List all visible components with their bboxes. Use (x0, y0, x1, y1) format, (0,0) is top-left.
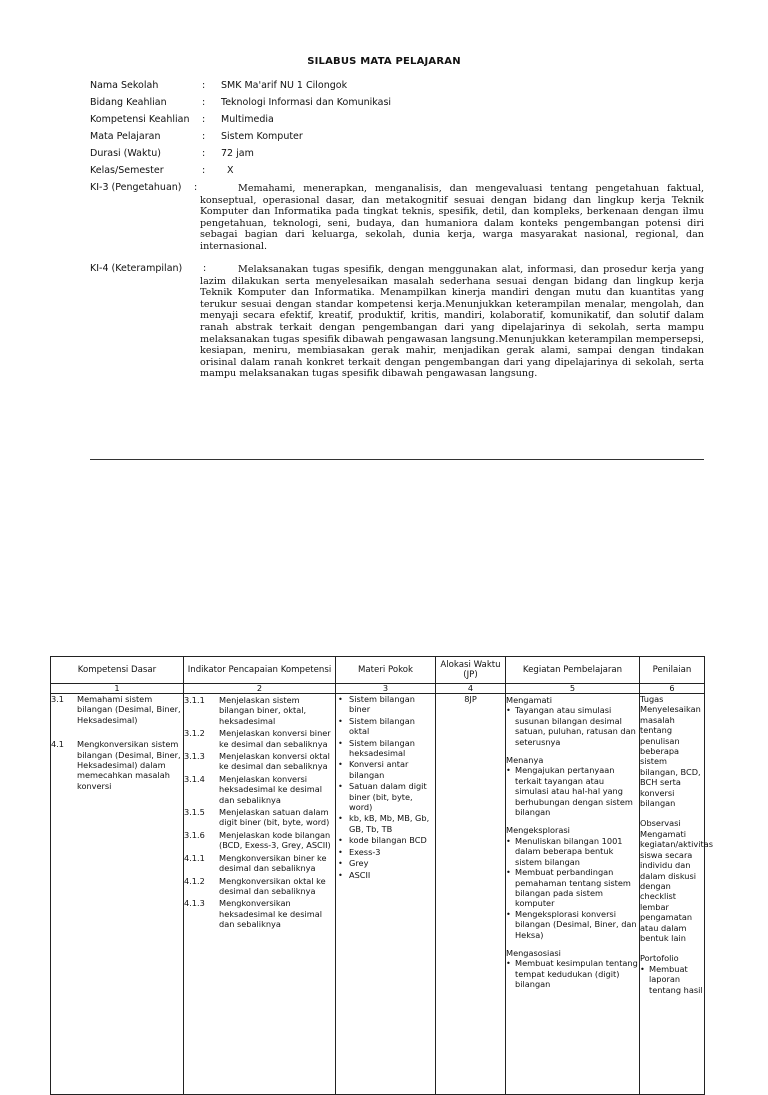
penilaian-item (640, 964, 704, 995)
info-label: Kompetensi Keahlian (90, 114, 190, 125)
indikator-number: 4.1.2 (184, 875, 205, 886)
kegiatan-item-text: Membuat perbandingan pemahaman tentang sistem bilangan pada sistem komputer (515, 867, 631, 909)
indikator-text: Mengkonversikan heksadesimal ke desimal dan sebaliknya (219, 898, 323, 930)
info-label: Nama Sekolah (90, 80, 159, 91)
info-colon: : (202, 97, 206, 108)
syllabus-table (50, 656, 714, 1095)
indikator-text: Menjelaskan kode bilangan (BCD, Exess-3, Grey, ASCII) (219, 829, 331, 851)
indikator-number: 3.1.6 (184, 829, 205, 840)
indikator-text: Menjelaskan konversi heksadesimal ke desimal dan sebaliknya (219, 773, 323, 805)
kegiatan-item (506, 836, 639, 867)
bullet-icon: • (506, 867, 511, 878)
materi-item: • Sistem bilangan oktal (336, 716, 435, 737)
materi-item: • Exess-3 (336, 847, 435, 857)
indikator-number: 3.1.3 (184, 751, 205, 762)
ki3-colon: : (194, 182, 198, 193)
kd-text: Mengkonversikan sistem bilangan (Desimal, Biner, Heksadesimal) dalam memecahkan masalah konversi (77, 739, 181, 791)
column-number: 5 (506, 684, 640, 694)
info-value: Sistem Komputer (221, 131, 303, 142)
ki3-text: Memahami, menerapkan, menganalisis, dan mengevaluasi tentang pengetahuan faktual, konseptual, operasional dasar, dan metakognitif sesuai dengan bidang dan lingkup kerja Teknik Komputer dan Informatika pada tingkat teknis, spesifik, detil, dan kompleks, berkenaan dengan ilmu pengetahuan, teknologi, seni, budaya, dan humaniora dalam konteks pengembangan potensi diri sebagai bagian dari keluarga, sekolah, dunia kerja, warga masyarakat nasional, regional, dan internasional. (200, 183, 704, 252)
info-label: Kelas/Semester (90, 165, 164, 176)
info-colon: : (202, 80, 206, 91)
materi-item: • Grey (336, 858, 435, 868)
kegiatan-item (506, 867, 639, 909)
info-value: Multimedia (221, 114, 274, 125)
materi-item: • Satuan dalam digit biner (bit, byte, word) (336, 781, 435, 812)
indikator-item (184, 898, 335, 929)
kegiatan-item-text: Membuat kesimpulan tentang tempat kedudukan (digit) bilangan (515, 958, 638, 990)
indikator-text: Menjelaskan konversi oktal ke desimal dan sebaliknya (219, 751, 330, 772)
column-number-row (51, 684, 705, 694)
kd-number: 4.1 (51, 739, 65, 750)
header-materi-pokok: Materi Pokok (336, 657, 436, 684)
indikator-text: Menjelaskan konversi biner ke desimal dan sebaliknya (219, 728, 331, 749)
page-title: SILABUS MATA PELAJARAN (307, 56, 461, 67)
header-indikator: Indikator Pencapaian Kompetensi (184, 657, 336, 684)
materi-pokok-cell (336, 694, 436, 1095)
materi-item: • kb, kB, Mb, MB, Gb, GB, Tb, TB (336, 813, 435, 834)
kegiatan-heading-mengeksplorasi: Mengeksplorasi (506, 825, 570, 836)
materi-item: • kode bilangan BCD (336, 835, 435, 845)
info-value: Teknologi Informasi dan Komunikasi (221, 97, 392, 108)
column-number: 3 (336, 684, 436, 694)
bullet-icon: • (506, 835, 511, 846)
materi-item: • Sistem bilangan heksadesimal (336, 738, 435, 759)
info-label: Bidang Keahlian (90, 97, 167, 108)
penilaian-observasi-text: Mengamati kegiatan/aktivitas siswa secara individu dan dalam diskusi dengan checklist lembar pengamatan atau dalam bentuk lain (640, 828, 714, 943)
kegiatan-pembelajaran-cell (506, 694, 640, 1095)
indikator-number: 4.1.3 (184, 898, 205, 909)
info-value: X (227, 165, 234, 176)
kegiatan-item-text: Tayangan atau simulasi susunan bilangan desimal satuan, puluhan, ratusan dan seterusnya (515, 705, 636, 747)
indikator-item (184, 695, 335, 726)
column-number: 6 (640, 684, 705, 694)
indikator-item (184, 853, 335, 874)
column-number: 1 (51, 684, 184, 694)
bullet-icon: • (506, 908, 511, 919)
penilaian-cell (640, 694, 714, 1095)
kegiatan-item (506, 705, 639, 747)
indikator-item (184, 807, 335, 828)
indikator-text: Mengkonversikan biner ke desimal dan sebaliknya (219, 852, 327, 874)
kd-item (51, 739, 183, 791)
kegiatan-item (506, 909, 639, 940)
info-colon: : (202, 165, 206, 176)
kegiatan-item-text: Menuliskan bilangan 1001 dalam beberapa bentuk sistem bilangan (515, 835, 623, 867)
column-number: 4 (436, 684, 506, 694)
bullet-icon: • (506, 765, 511, 776)
penilaian-heading-tugas: Tugas (640, 694, 664, 704)
indikator-number: 3.1.4 (184, 773, 205, 784)
bullet-icon: • (506, 958, 511, 969)
info-colon: : (202, 131, 206, 142)
ki4-label: KI-4 (Keterampilan) (90, 263, 183, 274)
bullet-icon: • (640, 963, 645, 974)
info-label: Mata Pelajaran (90, 131, 161, 142)
kegiatan-item (506, 765, 639, 817)
indikator-number: 4.1.1 (184, 852, 205, 863)
header-kegiatan-pembelajaran: Kegiatan Pembelajaran (506, 657, 640, 684)
indikator-number: 3.1.1 (184, 695, 205, 705)
penilaian-heading-portofolio: Portofolio (640, 953, 679, 964)
ki4-colon: : (203, 263, 207, 274)
materi-item: • ASCII (336, 870, 435, 880)
column-number: 2 (184, 684, 336, 694)
penilaian-portofolio-text: Membuat laporan tentang hasil (649, 963, 703, 995)
indikator-text: Menjelaskan sistem bilangan biner, oktal, heksadesimal (219, 695, 307, 726)
kd-text: Memahami sistem bilangan (Desimal, Biner, Heksadesimal) (77, 694, 181, 725)
table-header-row (51, 657, 705, 684)
section-divider (90, 459, 704, 460)
indikator-text: Mengkonversikan oktal ke desimal dan sebaliknya (219, 875, 326, 896)
indikator-item (184, 728, 335, 749)
penilaian-heading-observasi: Observasi (640, 818, 681, 829)
info-colon: : (202, 114, 206, 125)
ki4-text: Melaksanakan tugas spesifik, dengan menggunakan alat, informasi, dan prosedur kerja yang lazim dilakukan serta menyelesaikan masalah sederhana sesuai dengan bidang dan lingkup kerja Teknik Komputer dan Informatika. Menampilkan kinerja mandiri dengan mutu dan kuantitas yang terukur sesuai dengan standar kompetensi kerja.Menunjukkan keterampilan menalar, mengolah, dan menyaji secara efektif, kreatif, produktif, kritis, mandiri, kolaboratif, komunikatif, dan solutif dalam ranah abstrak terkait dengan pengembangan dari yang dipelajarinya di sekolah, serta mampu melaksanakan tugas spesifik dibawah pengawasan langsung.Menunjukkan keterampilan mempersepsi, kesiapan, meniru, membiasakan gerak mahir, menjadikan gerak alami, sampai dengan tindakan orisinal dalam ranah konkret terkait dengan pengembangan dari yang dipelajarinya di sekolah, serta mampu melaksanakan tugas spesifik dibawah pengawasan langsung. (200, 264, 704, 380)
header-alokasi-waktu: Alokasi Waktu (JP) (436, 657, 506, 684)
materi-item: • Konversi antar bilangan (336, 759, 435, 780)
indikator-item (184, 830, 335, 851)
indikator-item (184, 774, 335, 805)
indikator-item (184, 876, 335, 897)
indikator-text: Menjelaskan satuan dalam digit biner (bit, byte, word) (219, 807, 330, 828)
header-kompetensi-dasar: Kompetensi Dasar (51, 657, 184, 684)
indikator-item (184, 751, 335, 772)
kegiatan-item-text: Mengeksplorasi konversi bilangan (Desimal, Biner, dan Heksa) (515, 908, 637, 940)
indikator-cell (184, 694, 336, 1095)
bullet-icon: • (506, 705, 511, 716)
kompetensi-dasar-cell (51, 694, 184, 1095)
info-value: SMK Ma'arif NU 1 Cilongok (221, 80, 348, 91)
info-colon: : (202, 148, 206, 159)
alokasi-waktu-cell: 8JP (436, 694, 506, 1095)
kegiatan-heading-menanya: Menanya (506, 755, 544, 766)
indikator-number: 3.1.5 (184, 807, 205, 818)
kegiatan-heading-mengamati: Mengamati (506, 695, 552, 705)
materi-item: • Sistem bilangan biner (336, 694, 435, 715)
table-row (51, 694, 705, 1095)
header-penilaian: Penilaian (640, 657, 705, 684)
kegiatan-item-text: Mengajukan pertanyaan terkait tayangan atau simulasi atau hal-hal yang berhubungan dengan sistem bilangan (515, 765, 633, 818)
kd-number: 3.1 (51, 694, 65, 704)
info-label: Durasi (Waktu) (90, 148, 161, 159)
penilaian-tugas-text: Menyelesaikan masalah tentang penulisan beberapa sistem bilangan, BCD, BCH serta konversi bilangan (640, 704, 701, 809)
ki3-label: KI-3 (Pengetahuan) (90, 182, 182, 193)
indikator-number: 3.1.2 (184, 728, 205, 739)
kegiatan-heading-mengasosiasi: Mengasosiasi (506, 947, 561, 958)
kd-item (51, 694, 183, 725)
info-value: 72 jam (221, 148, 254, 159)
kegiatan-item (506, 958, 639, 989)
